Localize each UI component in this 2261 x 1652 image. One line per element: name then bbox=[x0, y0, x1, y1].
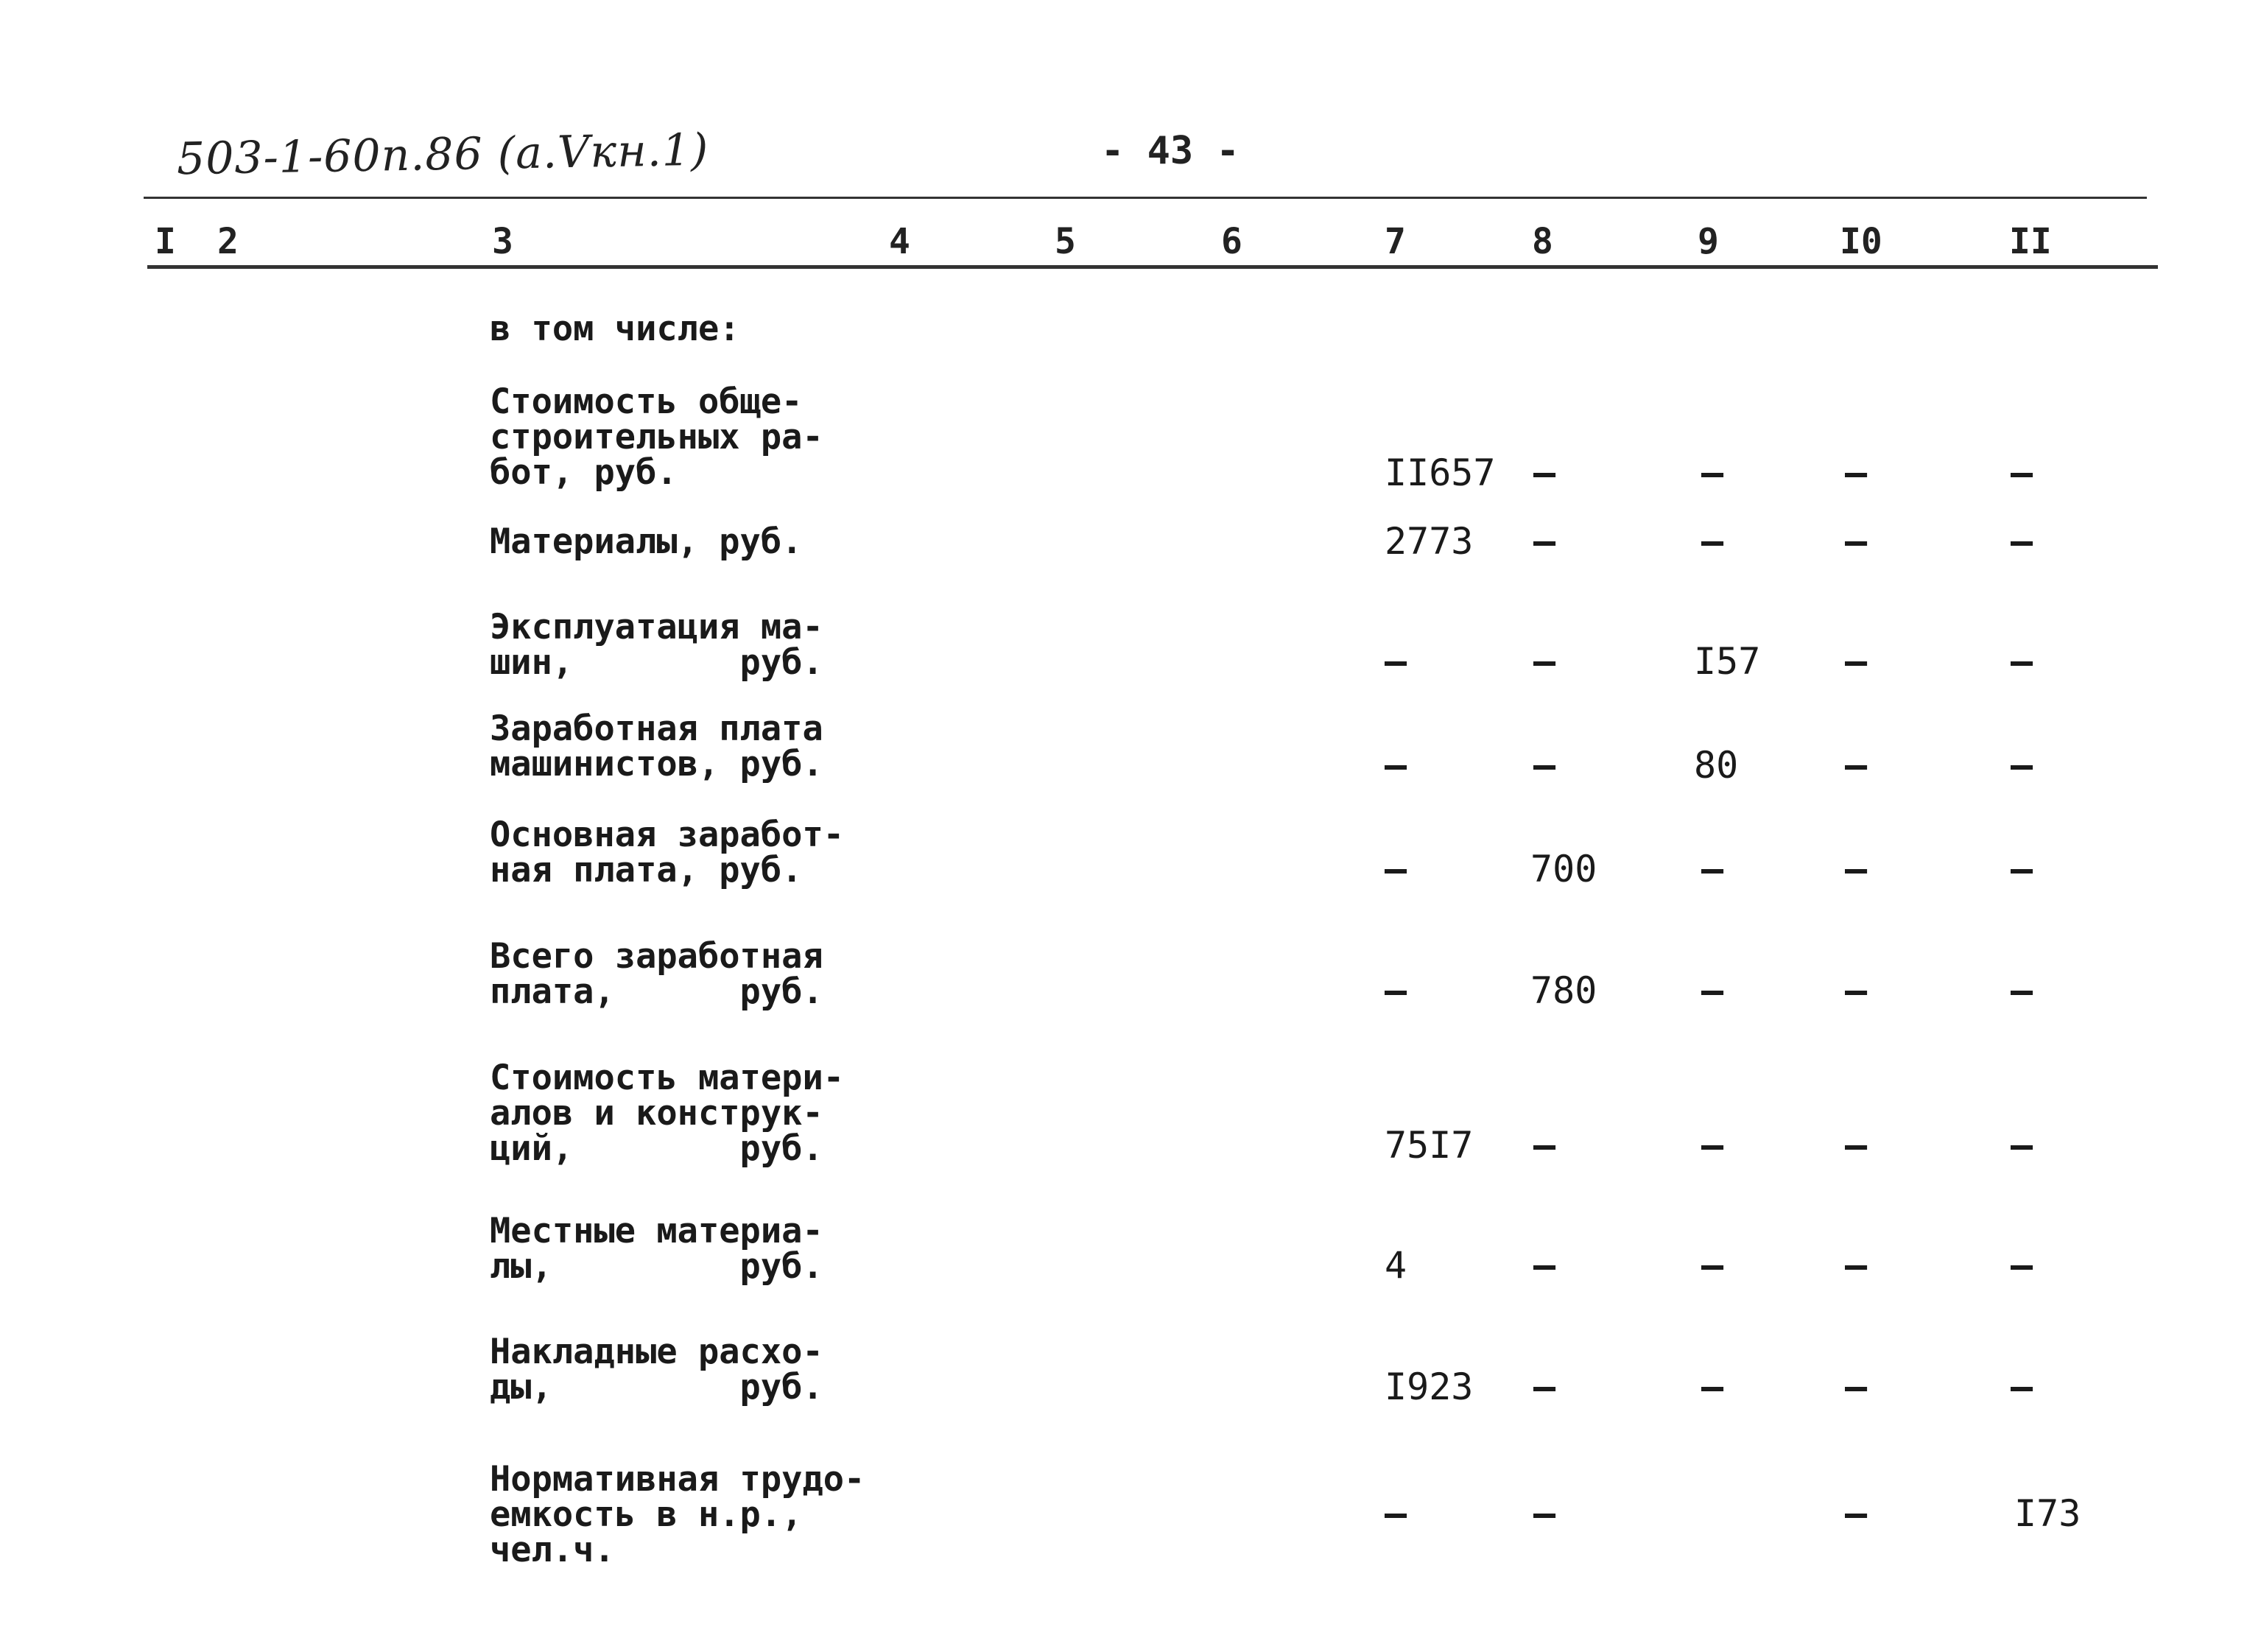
cell-col10: – bbox=[1845, 969, 1868, 1012]
cell-col9: – bbox=[1701, 1365, 1724, 1408]
cell-col11: – bbox=[2011, 744, 2033, 787]
column-number-2: 2 bbox=[217, 221, 239, 262]
cell-col7: – bbox=[1385, 744, 1407, 787]
row-label: Заработная плата машинистов, руб. bbox=[490, 709, 823, 784]
cell-col7: II657 bbox=[1385, 451, 1496, 494]
column-number-7: 7 bbox=[1385, 221, 1406, 262]
cell-col11: – bbox=[2011, 1124, 2033, 1167]
page-number: - 43 - bbox=[1101, 129, 1239, 173]
column-number-5: 5 bbox=[1055, 221, 1076, 262]
row-label: Нормативная трудо- емкость в н.р., чел.ч. bbox=[490, 1459, 865, 1570]
cell-col8: – bbox=[1533, 451, 1556, 494]
cell-col10: – bbox=[1845, 451, 1868, 494]
column-number-8: 8 bbox=[1532, 221, 1553, 262]
cell-col11: – bbox=[2011, 848, 2033, 890]
cell-col8: 700 bbox=[1530, 848, 1597, 890]
column-number-4: 4 bbox=[889, 221, 910, 262]
cell-col11: – bbox=[2011, 1365, 2033, 1408]
cell-col10: – bbox=[1845, 1492, 1868, 1535]
row-label: Эксплуатация ма- шин, руб. bbox=[490, 607, 823, 683]
row-label: Материалы, руб. bbox=[490, 521, 803, 562]
cell-col9: – bbox=[1701, 1124, 1724, 1167]
cell-col7: – bbox=[1385, 1492, 1407, 1535]
cell-col7: – bbox=[1385, 969, 1407, 1012]
cell-col10: – bbox=[1845, 1365, 1868, 1408]
column-number-11: II bbox=[2009, 221, 2052, 262]
header-bottom-rule bbox=[147, 265, 2158, 269]
cell-col8: – bbox=[1533, 1492, 1556, 1535]
header-top-rule bbox=[144, 197, 2147, 199]
row-label: Стоимость матери- алов и конструк- ций, руб. bbox=[490, 1058, 845, 1169]
cell-col10: – bbox=[1845, 744, 1868, 787]
cell-col7: I923 bbox=[1385, 1365, 1474, 1408]
cell-col8: – bbox=[1533, 1365, 1556, 1408]
cell-col11: – bbox=[2011, 1244, 2033, 1287]
column-number-9: 9 bbox=[1698, 221, 1719, 262]
cell-col9: – bbox=[1701, 451, 1724, 494]
handwritten-document-code: 503-1-60п.86 (а.Vкн.1) bbox=[176, 124, 709, 186]
row-label: Стоимость обще- строительных ра- бот, руб. bbox=[490, 382, 823, 493]
cell-col9: 80 bbox=[1694, 744, 1739, 787]
cell-col8: – bbox=[1533, 1244, 1556, 1287]
cell-col9: – bbox=[1701, 969, 1724, 1012]
cell-col8: – bbox=[1533, 520, 1556, 563]
cell-col10: – bbox=[1845, 640, 1868, 683]
cell-col10: – bbox=[1845, 1124, 1868, 1167]
cell-col7: 75I7 bbox=[1385, 1124, 1474, 1167]
cell-col11: – bbox=[2011, 640, 2033, 683]
cell-col7: – bbox=[1385, 848, 1407, 890]
cell-col8: – bbox=[1533, 744, 1556, 787]
cell-col9: – bbox=[1701, 1244, 1724, 1287]
row-label: Местные материа- лы, руб. bbox=[490, 1211, 823, 1287]
row-label: Накладные расхо- ды, руб. bbox=[490, 1332, 823, 1407]
cell-col11: I73 bbox=[2014, 1492, 2081, 1535]
cell-col10: – bbox=[1845, 520, 1868, 563]
column-number-10: I0 bbox=[1840, 221, 1882, 262]
row-label: Всего заработная плата, руб. bbox=[490, 936, 823, 1012]
cell-col9: – bbox=[1701, 848, 1724, 890]
cell-col8: – bbox=[1533, 1124, 1556, 1167]
column-number-3: 3 bbox=[492, 221, 513, 262]
cell-col11: – bbox=[2011, 969, 2033, 1012]
cell-col7: 4 bbox=[1385, 1244, 1407, 1287]
cell-col8: 780 bbox=[1530, 969, 1597, 1012]
cell-col7: – bbox=[1385, 640, 1407, 683]
cell-col10: – bbox=[1845, 1244, 1868, 1287]
cell-col10: – bbox=[1845, 848, 1868, 890]
column-number-1: I bbox=[155, 221, 176, 262]
cell-col9: I57 bbox=[1694, 640, 1761, 683]
cell-col8: – bbox=[1533, 640, 1556, 683]
cell-col11: – bbox=[2011, 520, 2033, 563]
cell-col11: – bbox=[2011, 451, 2033, 494]
intro-text: в том числе: bbox=[490, 309, 740, 349]
column-number-6: 6 bbox=[1221, 221, 1242, 262]
row-label: Основная заработ- ная плата, руб. bbox=[490, 815, 845, 890]
cell-col7: 2773 bbox=[1385, 520, 1474, 563]
cell-col9: – bbox=[1701, 520, 1724, 563]
